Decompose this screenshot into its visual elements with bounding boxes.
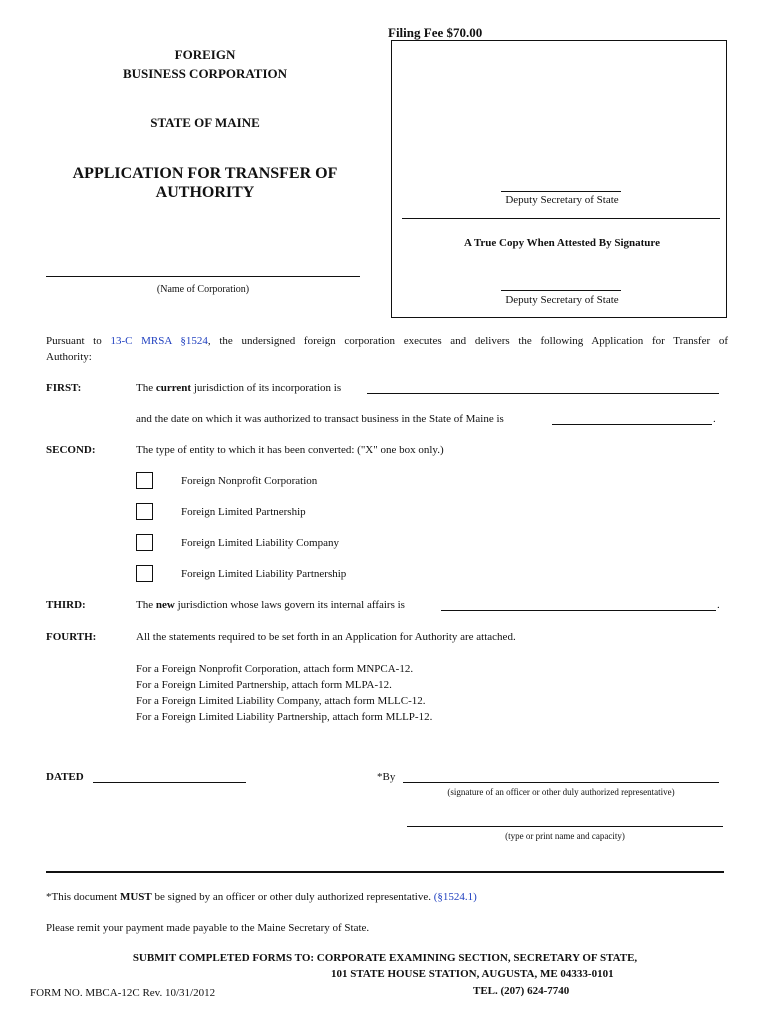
page-title-line1: APPLICATION FOR TRANSFER OF bbox=[72, 165, 338, 182]
corporation-name-line[interactable] bbox=[46, 276, 360, 277]
third-text-post: jurisdiction whose laws govern its internal affairs is bbox=[174, 599, 405, 611]
third-text-pre: The bbox=[136, 599, 156, 611]
option-nonprofit-corporation: Foreign Nonprofit Corporation bbox=[181, 475, 318, 487]
first-date-period: . bbox=[713, 413, 716, 425]
fourth-label: FOURTH: bbox=[46, 631, 97, 643]
filing-fee: Filing Fee $70.00 bbox=[388, 25, 483, 40]
deputy-secretary-label-2: Deputy Secretary of State bbox=[505, 294, 619, 306]
intro-paragraph bbox=[46, 335, 728, 347]
first-text bbox=[136, 382, 341, 394]
print-name-field[interactable] bbox=[407, 826, 723, 827]
submit-line2: 101 STATE HOUSE STATION, AUGUSTA, ME 04333-0101 bbox=[331, 968, 614, 980]
checkbox-nonprofit-corporation[interactable] bbox=[136, 472, 153, 489]
third-period: . bbox=[717, 599, 720, 611]
first-label: FIRST: bbox=[46, 382, 82, 394]
attach-llc: For a Foreign Limited Liability Company, attach form MLLC-12. bbox=[136, 695, 426, 707]
statute-link-footer[interactable]: (§1524.1) bbox=[433, 891, 477, 903]
first-date-text: and the date on which it was authorized to transact business in the State of Maine is bbox=[136, 413, 504, 425]
attach-llp: For a Foreign Limited Liability Partnership, attach form MLLP-12. bbox=[136, 711, 433, 723]
authorized-date-field[interactable] bbox=[552, 424, 712, 425]
first-text-pre: The bbox=[136, 382, 156, 394]
by-label: *By bbox=[377, 771, 396, 783]
new-jurisdiction-field[interactable] bbox=[441, 610, 716, 611]
second-text: The type of entity to which it has been converted: ("X" one box only.) bbox=[136, 444, 444, 456]
footer-divider bbox=[46, 871, 724, 873]
deputy-secretary-label-1: Deputy Secretary of State bbox=[505, 194, 619, 206]
print-name-caption: (type or print name and capacity) bbox=[505, 831, 625, 841]
signature-caption: (signature of an officer or other duly authorized representative) bbox=[447, 787, 675, 797]
intro-post: , the undersigned foreign corporation executes and delivers the following Application for Transfer of bbox=[207, 335, 728, 347]
first-text-post: jurisdiction of its incorporation is bbox=[191, 382, 342, 394]
intro-paragraph-line2: Authority: bbox=[46, 351, 92, 363]
form-category-business: BUSINESS CORPORATION bbox=[122, 66, 288, 81]
telephone: TEL. (207) 624-7740 bbox=[473, 985, 570, 997]
filing-box-divider bbox=[402, 218, 720, 219]
page-title-line2: AUTHORITY bbox=[155, 184, 255, 201]
form-category-foreign: FOREIGN bbox=[174, 47, 236, 62]
current-jurisdiction-field[interactable] bbox=[367, 393, 719, 394]
option-limited-liability-partnership: Foreign Limited Liability Partnership bbox=[181, 568, 347, 580]
corporation-name-caption: (Name of Corporation) bbox=[156, 284, 250, 295]
deputy-signature-line-1 bbox=[501, 191, 621, 192]
attach-limited-partnership: For a Foreign Limited Partnership, attach form MLPA-12. bbox=[136, 679, 392, 691]
filing-box bbox=[391, 40, 727, 318]
checkbox-limited-liability-partnership[interactable] bbox=[136, 565, 153, 582]
checkbox-limited-partnership[interactable] bbox=[136, 503, 153, 520]
deputy-signature-line-2 bbox=[501, 290, 621, 291]
true-copy-label: A True Copy When Attested By Signature bbox=[464, 237, 660, 249]
second-label: SECOND: bbox=[46, 444, 96, 456]
option-limited-partnership: Foreign Limited Partnership bbox=[181, 506, 306, 518]
statute-link[interactable]: 13-C MRSA §1524 bbox=[110, 335, 208, 347]
signature-note bbox=[46, 891, 477, 903]
third-text bbox=[136, 599, 405, 611]
fourth-text: All the statements required to be set forth in an Application for Authority are attached. bbox=[136, 631, 516, 643]
note-post: be signed by an officer or other duly authorized representative. bbox=[151, 891, 434, 903]
note-bold: MUST bbox=[119, 891, 152, 903]
signature-field[interactable] bbox=[403, 782, 719, 783]
checkbox-limited-liability-company[interactable] bbox=[136, 534, 153, 551]
state-name: STATE OF MAINE bbox=[150, 115, 260, 130]
dated-label: DATED bbox=[46, 771, 84, 783]
option-limited-liability-company: Foreign Limited Liability Company bbox=[181, 537, 339, 549]
first-text-bold: current bbox=[155, 382, 192, 394]
attach-nonprofit: For a Foreign Nonprofit Corporation, attach form MNPCA-12. bbox=[136, 663, 414, 675]
third-text-bold: new bbox=[155, 599, 175, 611]
note-pre: *This document bbox=[46, 891, 120, 903]
remit-note: Please remit your payment made payable to the Maine Secretary of State. bbox=[46, 922, 370, 934]
intro-pre: Pursuant to bbox=[46, 335, 111, 347]
dated-field[interactable] bbox=[93, 782, 246, 783]
form-number: FORM NO. MBCA-12C Rev. 10/31/2012 bbox=[30, 987, 216, 999]
submit-line1: SUBMIT COMPLETED FORMS TO: CORPORATE EXAMINING SECTION, SECRETARY OF STATE, bbox=[132, 952, 638, 964]
attach-instructions bbox=[136, 661, 432, 725]
third-label: THIRD: bbox=[46, 599, 86, 611]
